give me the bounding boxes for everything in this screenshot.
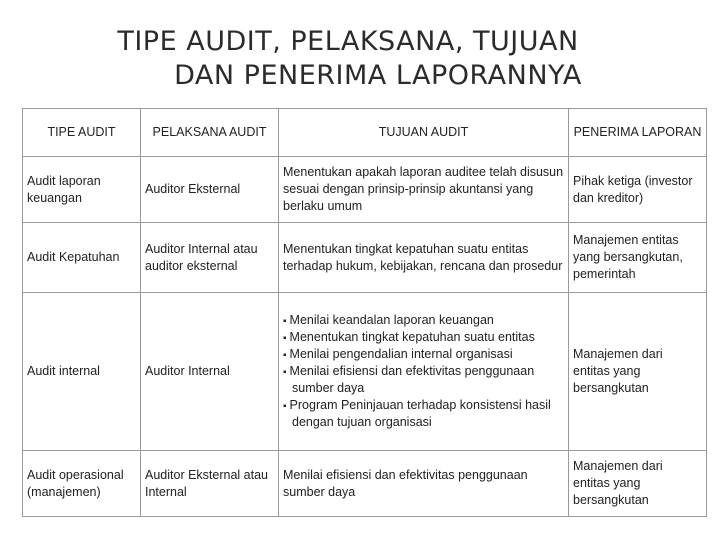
cell-pelaksana: Auditor Internal <box>141 293 279 451</box>
cell-type: Audit operasional (manajemen) <box>23 451 141 517</box>
header-pelaksana-audit: PELAKSANA AUDIT <box>141 109 279 157</box>
page-title-line-2: DAN PENERIMA LAPORANNYA <box>174 60 582 91</box>
cell-tujuan: Menilai efisiensi dan efektivitas penggunaan sumber daya <box>279 451 569 517</box>
tujuan-bullet-list <box>283 312 564 430</box>
table-row <box>23 223 707 293</box>
cell-pelaksana: Auditor Eksternal atau Internal <box>141 451 279 517</box>
cell-pelaksana: Auditor Eksternal <box>141 157 279 223</box>
cell-penerima: Manajemen entitas yang bersangkutan, pemerintah <box>569 223 707 293</box>
header-tipe-audit: TIPE AUDIT <box>23 109 141 157</box>
cell-type: Audit internal <box>23 293 141 451</box>
list-item: ▪ Menilai keandalan laporan keuangan <box>283 312 564 329</box>
cell-tujuan: Menentukan tingkat kepatuhan suatu entitas terhadap hukum, kebijakan, rencana dan prosedur <box>279 223 569 293</box>
cell-penerima: Pihak ketiga (investor dan kreditor) <box>569 157 707 223</box>
cell-type: Audit Kepatuhan <box>23 223 141 293</box>
table-row <box>23 157 707 223</box>
table-header-row <box>23 109 707 157</box>
cell-tujuan: Menentukan apakah laporan auditee telah disusun sesuai dengan prinsip-prinsip akuntansi yang berlaku umum <box>279 157 569 223</box>
header-tujuan-audit: TUJUAN AUDIT <box>279 109 569 157</box>
list-item: ▪ Menilai efisiensi dan efektivitas penggunaan sumber daya <box>283 363 564 397</box>
list-item: ▪ Menilai pengendalian internal organisasi <box>283 346 564 363</box>
cell-tujuan <box>279 293 569 451</box>
list-item: ▪ Menentukan tingkat kepatuhan suatu entitas <box>283 329 564 346</box>
list-item: ▪ Program Peninjauan terhadap konsistensi hasil dengan tujuan organisasi <box>283 397 564 431</box>
table-row <box>23 451 707 517</box>
cell-type: Audit laporan keuangan <box>23 157 141 223</box>
cell-pelaksana: Auditor Internal atau auditor eksternal <box>141 223 279 293</box>
page-title-line-1: TIPE AUDIT, PELAKSANA, TUJUAN <box>117 26 579 57</box>
audit-types-table <box>22 108 707 517</box>
table-row <box>23 293 707 451</box>
cell-penerima: Manajemen dari entitas yang bersangkutan <box>569 451 707 517</box>
cell-penerima: Manajemen dari entitas yang bersangkutan <box>569 293 707 451</box>
header-penerima-laporan: PENERIMA LAPORAN <box>569 109 707 157</box>
